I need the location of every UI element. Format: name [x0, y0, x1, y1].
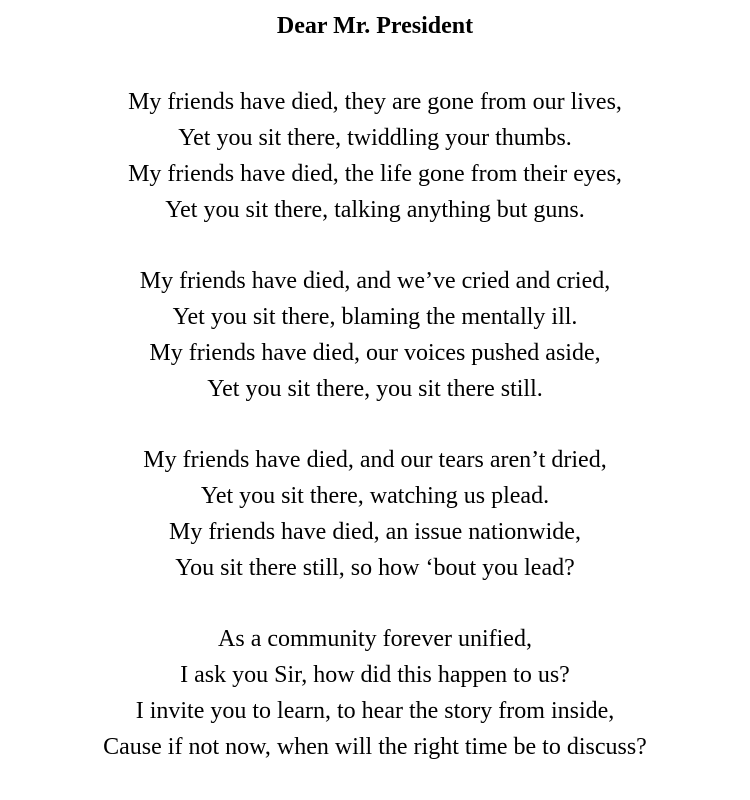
poem-line: Cause if not now, when will the right time be to discuss? [103, 734, 647, 760]
poem-body [0, 84, 750, 800]
poem-line: Yet you sit there, blaming the mentally ill. [172, 304, 578, 330]
stanza-1 [0, 84, 750, 228]
poem-line: My friends have died, and our tears aren’t dried, [143, 447, 607, 473]
poem-line: My friends have died, our voices pushed aside, [149, 340, 601, 366]
poem-line: My friends have died, and we’ve cried and cried, [139, 268, 611, 294]
stanza-2 [0, 263, 750, 407]
poem-line: Yet you sit there, twiddling your thumbs. [178, 125, 572, 151]
poem-line: My friends have died, an issue nationwide, [169, 519, 581, 545]
poem-line: My friends have died, they are gone from our lives, [128, 89, 622, 115]
poem-line: I invite you to learn, to hear the story from inside, [135, 698, 615, 724]
stanza-4 [0, 621, 750, 765]
poem-line: Yet you sit there, talking anything but guns. [165, 197, 585, 223]
poem-title: Dear Mr. President [276, 13, 474, 39]
poem-line: My friends have died, the life gone from their eyes, [128, 161, 622, 187]
poem-line: Yet you sit there, you sit there still. [207, 376, 543, 402]
stanza-3 [0, 442, 750, 586]
poem-line: You sit there still, so how ‘bout you lead? [175, 555, 575, 581]
poem-line: Yet you sit there, watching us plead. [200, 483, 550, 509]
poem-line: I ask you Sir, how did this happen to us? [180, 662, 570, 688]
poem-line: As a community forever unified, [218, 626, 532, 652]
